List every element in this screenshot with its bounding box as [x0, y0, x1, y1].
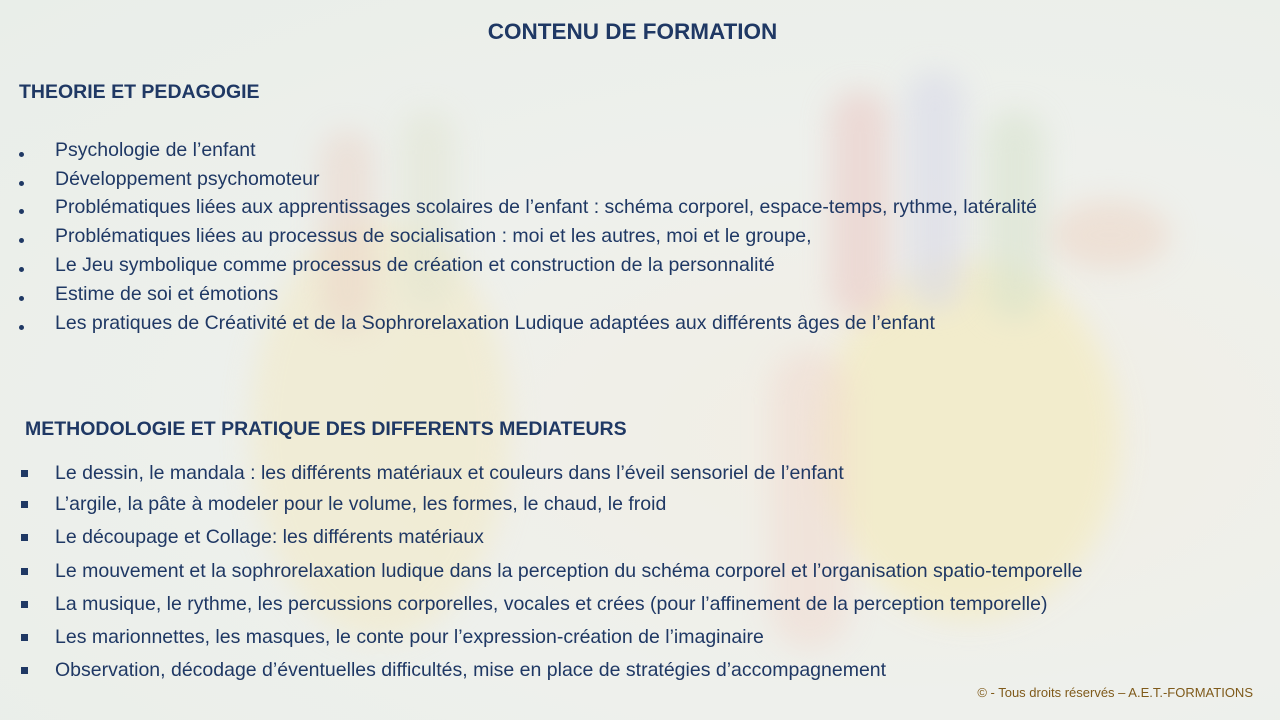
list-item: Le Jeu symbolique comme processus de création et construction de la personnalité: [55, 254, 775, 277]
section-heading-methodologie: METHODOLOGIE ET PRATIQUE DES DIFFERENTS MEDIATEURS: [25, 418, 627, 440]
list-item: Le mouvement et la sophrorelaxation ludique dans la perception du schéma corporel et l’organisation spatio-temporelle: [55, 560, 1083, 583]
list-item: Problématiques liées aux apprentissages scolaires de l’enfant : schéma corporel, espace-temps, rythme, latéralité: [55, 196, 1037, 219]
copyright-footer: © - Tous droits réservés – A.E.T.-FORMATIONS: [977, 685, 1253, 700]
section-heading-theorie: THEORIE ET PEDAGOGIE: [19, 81, 260, 103]
list-item: Psychologie de l’enfant: [55, 139, 256, 162]
list-item: La musique, le rythme, les percussions corporelles, vocales et crées (pour l’affinement de la perception temporelle): [55, 593, 1047, 616]
list-item: Observation, décodage d’éventuelles difficultés, mise en place de stratégies d’accompagnement: [55, 659, 886, 682]
list-item: Estime de soi et émotions: [55, 283, 278, 306]
list-item: Les marionnettes, les masques, le conte pour l’expression-création de l’imaginaire: [55, 626, 764, 649]
list-item: Le découpage et Collage: les différents matériaux: [55, 526, 484, 549]
page-title: CONTENU DE FORMATION: [487, 19, 778, 44]
list-item: Les pratiques de Créativité et de la Sophrorelaxation Ludique adaptées aux différents âges de l’enfant: [55, 312, 935, 335]
list-item: L’argile, la pâte à modeler pour le volume, les formes, le chaud, le froid: [55, 493, 666, 516]
list-item: Problématiques liées au processus de socialisation : moi et les autres, moi et le groupe,: [55, 225, 812, 248]
list-item: Développement psychomoteur: [55, 168, 319, 191]
list-item: Le dessin, le mandala : les différents matériaux et couleurs dans l’éveil sensoriel de l’enfant: [55, 462, 844, 485]
